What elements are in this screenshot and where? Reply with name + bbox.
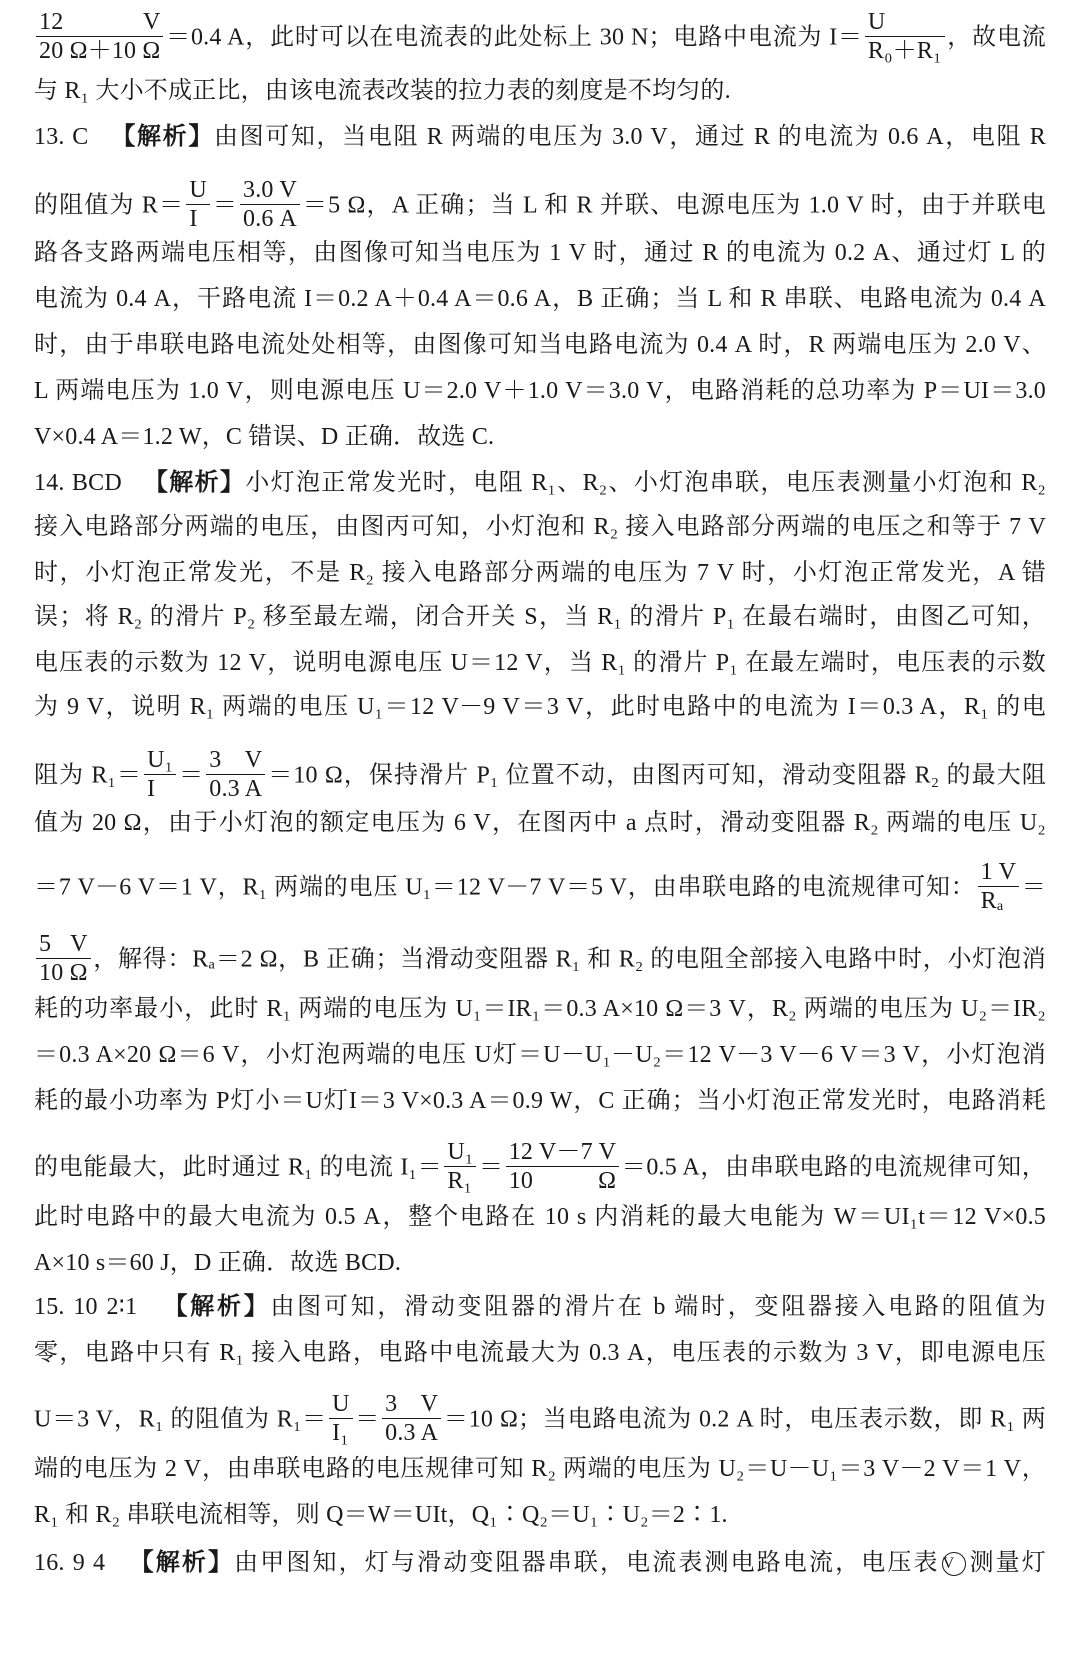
text-line: V×0.4 A＝1.2 W，C 错误、D 正确．故选 C. xyxy=(34,424,495,450)
text-line: 零，电路中只有 R₁ 接入电路，电路中电流最大为 0.3 A，电压表的示数为 3 V，即电源电压 xyxy=(34,1340,1046,1366)
fraction: $\frac{12 V-7 V}{10 \Omega}$ xyxy=(506,1140,619,1194)
question-number: 13. C xyxy=(34,124,89,150)
text-line: 的阻值为 R＝ $\frac{U}{I}$ ＝ $\frac{3.0 V}{0.6 A}$ ＝5 Ω，A 正确；当 L 和 R 并联、电源电压为 1.0 V 时，由于并联电 xyxy=(34,177,1046,233)
question-number: 14. BCD xyxy=(34,470,122,496)
text-line: 耗的最小功率为 P灯小＝U灯I＝3 V×0.3 A＝0.9 W，C 正确；当小灯泡正常发光时，电路消耗 xyxy=(34,1088,1046,1114)
text-line: 路各支路两端电压相等，由图像可知当电压为 1 V 时，通过 R 的电流为 0.2 A、通过灯 L 的 xyxy=(34,240,1046,266)
fraction: $\frac{1 V}{\text{Rₐ}}$ xyxy=(978,860,1020,914)
fraction: $\frac{U}{\text{I₁}}$ xyxy=(329,1392,353,1446)
text-line: 为 9 V，说明 R₁ 两端的电压 U₁＝12 V－9 V＝3 V，此时电路中的电流为 I＝0.3 A，R₁ 的电 xyxy=(34,694,1046,720)
voltmeter-symbol-icon: V xyxy=(942,1552,966,1576)
text-line: A×10 s＝60 J，D 正确．故选 BCD. xyxy=(34,1250,402,1276)
question-14-header: 14. BCD 【解析】小灯泡正常发光时，电阻 R₁、R₂、小灯泡串联，电压表测量小灯泡和 R₂ xyxy=(34,470,1046,496)
question-13-header: 13. C 【解析】由图可知，当电阻 R 两端的电压为 3.0 V，通过 R 的电流为 0.6 A，电阻 R xyxy=(34,124,1046,150)
text-line: 误；将 R₂ 的滑片 P₂ 移至最左端，闭合开关 S，当 R₁ 的滑片 P₁ 在最右端时，由图乙可知， xyxy=(34,604,1046,630)
question-number: 15. 10 2∶1 xyxy=(34,1294,138,1320)
text-line: 与 R₁ 大小不成正比，由该电流表改装的拉力表的刻度是不均匀的. xyxy=(34,78,731,104)
text-line: L 两端电压为 1.0 V，则电源电压 U＝2.0 V＋1.0 V＝3.0 V，电路消耗的总功率为 P＝UI＝3.0 xyxy=(34,378,1046,404)
analysis-tag: 【解析】 xyxy=(129,1550,235,1576)
fraction: $\frac{3.0 V}{0.6 A}$ xyxy=(240,178,300,232)
text-line: $\frac{12 V}{20 \Omega+10 \Omega}$ ＝0.4 A，此时可以在电流表的此处标上 30 N；电路中电流为 I＝ $\frac{U}{\text{R₀＋R₁}}$ ，故电流 xyxy=(34,12,1046,46)
text-line: 时，由于串联电路电流处处相等，由图像可知当电路电流为 0.4 A 时，R 两端电压为 2.0 V、 xyxy=(34,332,1046,358)
fraction: $\frac{\text{U₁}}{\text{R₁}}$ xyxy=(444,1140,476,1194)
fraction: $\frac{U}{\text{R₀＋R₁}}$ xyxy=(865,10,945,64)
analysis-tag: 【解析】 xyxy=(143,470,246,496)
text-line: U＝3 V，R₁ 的阻值为 R₁＝ $\frac{U}{\text{I₁}}$ ＝ $\frac{3 V}{0.3 A}$ ＝10 Ω；当电路电流为 0.2 A 时，电压表示数，即 R₁ 两 xyxy=(34,1391,1046,1447)
question-15-header: 15. 10 2∶1 【解析】由图可知，滑动变阻器的滑片在 b 端时，变阻器接入电路的阻值为 xyxy=(34,1294,1046,1320)
text-line: ＝0.3 A×20 Ω＝6 V，小灯泡两端的电压 U灯＝U－U₁－U₂＝12 V－3 V－6 V＝3 V，小灯泡消 xyxy=(34,1042,1046,1068)
fraction: $\frac{U}{I}$ xyxy=(186,178,210,232)
fraction: $\frac{\text{U₁}}{I}$ xyxy=(144,748,176,802)
text-line: 接入电路部分两端的电压，由图丙可知，小灯泡和 R₂ 接入电路部分两端的电压之和等于 7 V xyxy=(34,514,1046,540)
text-line: $\frac{5 V}{10 \Omega}$ ，解得：Rₐ＝2 Ω，B 正确；当滑动变阻器 R₁ 和 R₂ 的电阻全部接入电路中时，小灯泡消 xyxy=(34,934,1046,968)
text-line: R₁ 和 R₂ 串联电流相等，则 Q＝W＝UIt，Q₁∶Q₂＝U₁∶U₂＝2∶1. xyxy=(34,1502,728,1528)
text-line: ＝7 V－6 V＝1 V，R₁ 两端的电压 U₁＝12 V－7 V＝5 V，由串联电路的电流规律可知： $\frac{1 V}{\text{Rₐ}}$ ＝ xyxy=(34,859,1046,915)
text-line: 的电能最大，此时通过 R₁ 的电流 I₁＝ $\frac{\text{U₁}}{\text{R₁}}$ ＝ $\frac{12 V-7 V}{10 \Omega}$ ＝0.5 A，由串联电路的电流规律可知， xyxy=(34,1139,1046,1195)
text-line: 此时电路中的最大电流为 0.5 A，整个电路在 10 s 内消耗的最大电能为 W＝UI₁t＝12 V×0.5 xyxy=(34,1204,1046,1230)
text-line: 阻为 R₁＝ $\frac{\text{U₁}}{I}$ ＝ $\frac{3 V}{0.3 A}$ ＝10 Ω，保持滑片 P₁ 位置不动，由图丙可知，滑动变阻器 R₂ 的最大阻 xyxy=(34,747,1047,803)
text-line: 电压表的示数为 12 V，说明电源电压 U＝12 V，当 R₁ 的滑片 P₁ 在最左端时，电压表的示数 xyxy=(34,650,1046,676)
analysis-tag: 【解析】 xyxy=(111,124,214,150)
fraction: $\frac{5 V}{10 \Omega}$ xyxy=(36,932,91,986)
fraction: $\frac{12 V}{20 \Omega+10 \Omega}$ xyxy=(36,10,163,64)
fraction: $\frac{3 V}{0.3 A}$ xyxy=(206,748,265,802)
question-16-header: 16. 9 4 【解析】由甲图知，灯与滑动变阻器串联，电流表测电路电流，电压表 V 测量灯 xyxy=(34,1550,1046,1576)
text-line: 值为 20 Ω，由于小灯泡的额定电压为 6 V，在图丙中 a 点时，滑动变阻器 R₂ 两端的电压 U₂ xyxy=(34,810,1046,836)
question-number: 16. 9 4 xyxy=(34,1550,106,1576)
text-line: 端的电压为 2 V，由串联电路的电压规律可知 R₂ 两端的电压为 U₂＝U－U₁＝3 V－2 V＝1 V， xyxy=(34,1456,1046,1482)
analysis-tag: 【解析】 xyxy=(163,1294,271,1320)
fraction: $\frac{3 V}{0.3 A}$ xyxy=(382,1392,441,1446)
text-line: 电流为 0.4 A，干路电流 I＝0.2 A＋0.4 A＝0.6 A，B 正确；当 L 和 R 串联、电路电流为 0.4 A xyxy=(34,286,1046,312)
text-line: 时，小灯泡正常发光，不是 R₂ 接入电路部分两端的电压为 7 V 时，小灯泡正常发光，A 错 xyxy=(34,560,1046,586)
text-line: 耗的功率最小，此时 R₁ 两端的电压为 U₁＝IR₁＝0.3 A×10 Ω＝3 V，R₂ 两端的电压为 U₂＝IR₂ xyxy=(34,996,1046,1022)
